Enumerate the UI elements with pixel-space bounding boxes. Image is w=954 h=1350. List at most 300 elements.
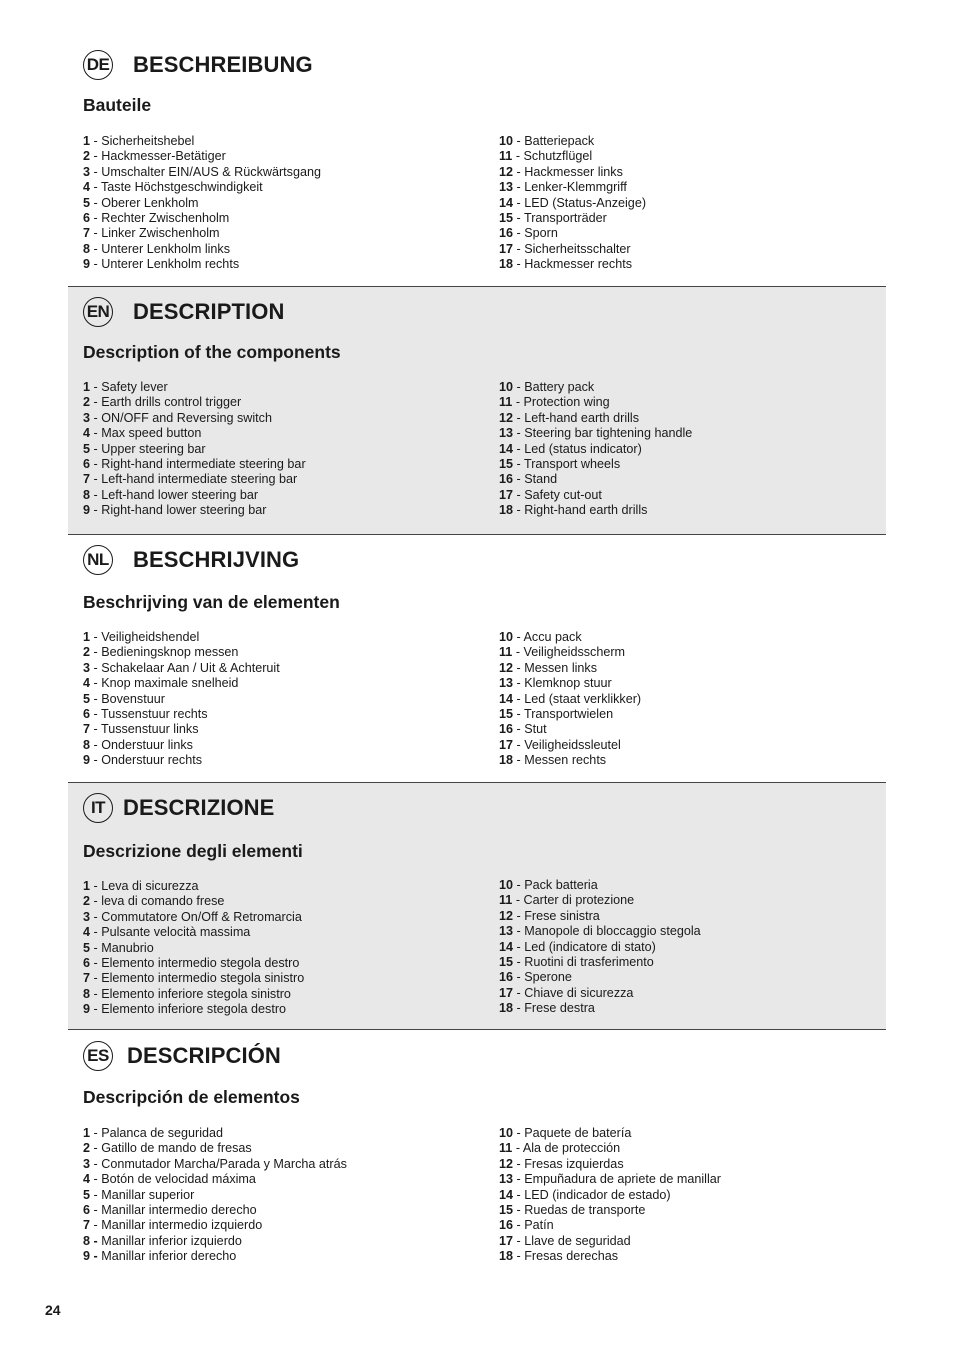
item-number: 12 bbox=[499, 410, 514, 425]
item-separator: - bbox=[90, 1156, 102, 1171]
item-number: 15 bbox=[499, 457, 514, 472]
list-item bbox=[83, 925, 304, 940]
item-number: 8 - bbox=[83, 1233, 98, 1248]
item-number: 10 bbox=[499, 878, 514, 892]
item-separator: - bbox=[513, 1172, 525, 1187]
item-number: 14 bbox=[499, 1187, 514, 1202]
section-subtitle: Descrizione degli elementi bbox=[83, 841, 303, 861]
parts-list-left bbox=[83, 1126, 347, 1265]
section-title: DESCRIPCIÓN bbox=[127, 1043, 281, 1068]
section-en bbox=[68, 286, 886, 535]
item-separator: - bbox=[90, 707, 101, 722]
item-number: 2 bbox=[83, 645, 91, 660]
item-label: Chiave di sicurezza bbox=[524, 985, 634, 1000]
item-number: 3 bbox=[83, 410, 91, 425]
page-number: 24 bbox=[45, 1302, 61, 1318]
item-separator: - bbox=[90, 134, 102, 148]
item-label: Knop maximale snelheid bbox=[101, 676, 239, 691]
list-item bbox=[499, 149, 646, 164]
list-item bbox=[83, 457, 306, 472]
item-number: 6 bbox=[83, 457, 91, 472]
item-label: Transport wheels bbox=[523, 457, 621, 472]
item-separator: - bbox=[90, 986, 102, 1001]
item-label: Ruedas de transporte bbox=[524, 1203, 646, 1218]
list-item bbox=[83, 226, 321, 241]
item-number: 15 bbox=[499, 707, 514, 722]
list-item bbox=[83, 645, 280, 660]
list-item bbox=[83, 1188, 347, 1203]
item-separator: - bbox=[90, 472, 102, 487]
item-separator: - bbox=[90, 457, 102, 472]
item-separator: - bbox=[90, 1172, 102, 1187]
item-label: Fresas izquierdas bbox=[524, 1156, 624, 1171]
item-number: 8 bbox=[83, 986, 91, 1001]
item-separator: - bbox=[90, 380, 102, 394]
list-item bbox=[499, 226, 646, 241]
list-item bbox=[499, 442, 692, 457]
list-item bbox=[83, 1172, 347, 1187]
list-item bbox=[499, 380, 692, 395]
language-badge: ES bbox=[83, 1041, 113, 1071]
item-label: Stut bbox=[524, 722, 547, 737]
list-item bbox=[499, 1218, 721, 1233]
item-label: Transportwielen bbox=[523, 707, 614, 722]
item-separator: - bbox=[512, 1141, 523, 1156]
item-label: Elemento inferiore stegola sinistro bbox=[101, 986, 291, 1001]
section-header bbox=[83, 48, 313, 82]
list-item bbox=[83, 242, 321, 257]
item-separator: - bbox=[513, 722, 525, 737]
list-item bbox=[83, 738, 280, 753]
item-separator: - bbox=[90, 410, 102, 425]
item-label: Accu pack bbox=[523, 630, 582, 644]
item-number: 1 bbox=[83, 380, 91, 394]
item-number: 5 bbox=[83, 1187, 91, 1202]
list-item bbox=[499, 180, 646, 195]
item-label: Upper steering bar bbox=[101, 441, 206, 456]
list-item bbox=[499, 257, 646, 272]
item-label: ON/OFF and Reversing switch bbox=[101, 410, 272, 425]
item-number: 11 bbox=[499, 395, 513, 410]
item-number: 14 bbox=[499, 939, 514, 954]
language-badge: EN bbox=[83, 297, 113, 327]
item-separator: - bbox=[512, 645, 524, 660]
item-label: Manillar superior bbox=[101, 1187, 195, 1202]
item-number: 7 bbox=[83, 472, 91, 487]
list-item bbox=[83, 395, 306, 410]
item-number: 16 bbox=[499, 226, 514, 241]
list-item bbox=[83, 1234, 347, 1249]
section-it bbox=[68, 782, 886, 1030]
item-label: Paquete de batería bbox=[524, 1126, 632, 1140]
list-item bbox=[499, 395, 692, 410]
parts-list-right bbox=[499, 630, 641, 769]
section-es bbox=[68, 1030, 886, 1270]
list-item bbox=[499, 242, 646, 257]
list-item bbox=[83, 971, 304, 986]
section-title: DESCRIZIONE bbox=[123, 795, 275, 820]
list-item bbox=[83, 676, 280, 691]
item-separator: - bbox=[513, 380, 525, 394]
item-separator: - bbox=[90, 722, 101, 737]
item-number: 13 bbox=[499, 1172, 514, 1187]
item-separator: - bbox=[90, 1187, 102, 1202]
section-header bbox=[83, 791, 274, 825]
language-badge: IT bbox=[83, 793, 113, 823]
list-item bbox=[499, 630, 641, 645]
list-item bbox=[499, 924, 701, 939]
item-number: 4 bbox=[83, 676, 91, 691]
item-number: 9 bbox=[83, 753, 91, 768]
item-label: Transporträder bbox=[523, 211, 607, 226]
list-item bbox=[499, 457, 692, 472]
item-label: Pack batteria bbox=[524, 878, 598, 892]
item-number: 5 bbox=[83, 940, 91, 955]
item-separator: - bbox=[513, 211, 524, 226]
list-item bbox=[83, 630, 280, 645]
item-separator: - bbox=[90, 1218, 102, 1233]
list-item bbox=[499, 1203, 721, 1218]
list-item bbox=[83, 692, 280, 707]
item-label: Stand bbox=[524, 472, 558, 487]
item-number: 2 bbox=[83, 1141, 91, 1156]
item-number: 3 bbox=[83, 1156, 91, 1171]
item-separator: - bbox=[513, 676, 525, 691]
item-separator: - bbox=[90, 1002, 102, 1017]
item-number: 1 bbox=[83, 879, 91, 893]
item-separator: - bbox=[513, 970, 525, 985]
list-item bbox=[83, 180, 321, 195]
item-number: 12 bbox=[499, 164, 514, 179]
item-number: 18 bbox=[499, 257, 514, 272]
item-separator: - bbox=[513, 878, 525, 892]
section-de bbox=[68, 44, 886, 286]
list-item bbox=[83, 442, 306, 457]
item-label: Hackmesser-Betätiger bbox=[101, 149, 226, 164]
item-separator: - bbox=[90, 956, 102, 971]
item-label: Elemento intermedio stegola destro bbox=[101, 956, 300, 971]
item-separator: - bbox=[90, 503, 102, 518]
item-number: 17 bbox=[499, 737, 514, 752]
item-label: Empuñadura de apriete de manillar bbox=[524, 1172, 721, 1187]
item-separator: - bbox=[90, 226, 102, 241]
item-separator: - bbox=[90, 195, 102, 210]
item-label: Veiligheidsscherm bbox=[523, 645, 626, 660]
item-separator: - bbox=[90, 211, 102, 226]
list-item bbox=[499, 1001, 701, 1016]
item-separator: - bbox=[90, 737, 102, 752]
item-separator: - bbox=[513, 195, 525, 210]
item-label: Manillar intermedio derecho bbox=[101, 1203, 257, 1218]
list-item bbox=[83, 1157, 347, 1172]
item-label: Veiligheidssleutel bbox=[524, 737, 621, 752]
item-label: Right-hand lower steering bar bbox=[101, 503, 267, 518]
item-separator: - bbox=[513, 939, 525, 954]
item-separator: - bbox=[513, 985, 525, 1000]
item-number: 8 bbox=[83, 487, 91, 502]
item-separator: - bbox=[513, 241, 525, 256]
item-number: 10 bbox=[499, 1126, 514, 1140]
section-title: BESCHREIBUNG bbox=[133, 52, 313, 77]
list-item bbox=[499, 955, 701, 970]
item-label: Manubrio bbox=[101, 940, 154, 955]
item-label: Botón de velocidad máxima bbox=[101, 1172, 256, 1187]
item-separator: - bbox=[513, 908, 525, 923]
item-label: Sicherheitsschalter bbox=[524, 241, 631, 256]
list-item bbox=[83, 987, 304, 1002]
item-label: Sperone bbox=[524, 970, 572, 985]
item-label: Carter di protezione bbox=[523, 893, 635, 908]
list-item bbox=[83, 956, 304, 971]
item-separator: - bbox=[90, 940, 102, 955]
item-label: Batteriepack bbox=[524, 134, 595, 148]
item-label: Safety lever bbox=[101, 380, 168, 394]
item-label: Veiligheidshendel bbox=[101, 630, 200, 644]
item-label: Left-hand earth drills bbox=[524, 410, 640, 425]
list-item bbox=[83, 1218, 347, 1233]
item-separator: - bbox=[90, 441, 102, 456]
item-label: Sporn bbox=[524, 226, 558, 241]
item-number: 13 bbox=[499, 426, 514, 441]
item-separator: - bbox=[513, 257, 525, 272]
item-number: 3 bbox=[83, 909, 91, 924]
item-number: 1 bbox=[83, 630, 91, 644]
item-label: Sicherheitshebel bbox=[101, 134, 195, 148]
item-label: LED (indicador de estado) bbox=[524, 1187, 671, 1202]
list-item bbox=[83, 165, 321, 180]
item-number: 14 bbox=[499, 441, 514, 456]
list-item bbox=[83, 1126, 347, 1141]
item-label: Steering bar tightening handle bbox=[524, 426, 693, 441]
item-separator: - bbox=[513, 1187, 525, 1202]
item-number: 14 bbox=[499, 195, 514, 210]
item-separator: - bbox=[90, 1126, 102, 1140]
item-separator: - bbox=[90, 395, 102, 410]
item-label: Lenker-Klemmgriff bbox=[524, 180, 627, 195]
list-item bbox=[83, 910, 304, 925]
item-number: 5 bbox=[83, 441, 91, 456]
item-label: Conmutador Marcha/Parada y Marcha atrás bbox=[101, 1156, 347, 1171]
item-separator: - bbox=[90, 180, 101, 195]
item-label: Manopole di bloccaggio stegola bbox=[524, 924, 701, 939]
item-label: Tussenstuur rechts bbox=[100, 707, 208, 722]
parts-list-right bbox=[499, 134, 646, 273]
item-label: Max speed button bbox=[101, 426, 202, 441]
item-number: 16 bbox=[499, 1218, 514, 1233]
item-number: 1 bbox=[83, 1126, 91, 1140]
item-separator: - bbox=[513, 1218, 525, 1233]
parts-list-left bbox=[83, 630, 280, 769]
item-label: Left-hand intermediate steering bar bbox=[101, 472, 298, 487]
list-item bbox=[499, 1172, 721, 1187]
item-number: 9 bbox=[83, 257, 91, 272]
item-separator: - bbox=[90, 149, 102, 164]
item-number: 15 bbox=[499, 955, 514, 970]
item-number: 9 bbox=[83, 1002, 91, 1017]
item-separator: - bbox=[513, 1203, 525, 1218]
list-item bbox=[83, 941, 304, 956]
item-number: 11 bbox=[499, 645, 513, 660]
list-item bbox=[499, 165, 646, 180]
item-number: 4 bbox=[83, 426, 91, 441]
item-number: 3 bbox=[83, 164, 91, 179]
item-number: 6 bbox=[83, 1203, 91, 1218]
list-item bbox=[499, 1126, 721, 1141]
list-item bbox=[83, 707, 280, 722]
list-item bbox=[83, 1249, 347, 1264]
list-item bbox=[499, 878, 701, 893]
item-label: Hackmesser rechts bbox=[524, 257, 632, 272]
parts-list-right bbox=[499, 878, 701, 1017]
item-number: 18 bbox=[499, 1249, 514, 1264]
item-number: 12 bbox=[499, 660, 514, 675]
item-label: Ruotini di trasferimento bbox=[524, 955, 654, 970]
item-number: 16 bbox=[499, 722, 514, 737]
item-label: Frese sinistra bbox=[524, 908, 600, 923]
list-item bbox=[499, 940, 701, 955]
item-number: 10 bbox=[499, 630, 514, 644]
item-separator: - bbox=[513, 426, 525, 441]
list-item bbox=[499, 411, 692, 426]
list-item bbox=[499, 707, 641, 722]
item-number: 6 bbox=[83, 956, 91, 971]
item-separator: - bbox=[90, 487, 102, 502]
section-title: BESCHRIJVING bbox=[133, 547, 300, 572]
item-label: Schutzflügel bbox=[523, 149, 593, 164]
list-item bbox=[83, 426, 306, 441]
item-label: LED (Status-Anzeige) bbox=[524, 195, 647, 210]
list-item bbox=[499, 472, 692, 487]
item-label: Battery pack bbox=[524, 380, 595, 394]
item-label: Leva di sicurezza bbox=[101, 879, 199, 893]
item-separator: - bbox=[90, 691, 102, 706]
item-separator: - bbox=[513, 410, 525, 425]
list-item bbox=[499, 1188, 721, 1203]
item-label: Ala de protección bbox=[522, 1141, 621, 1156]
list-item bbox=[83, 134, 321, 149]
list-item bbox=[499, 1234, 721, 1249]
parts-list-right bbox=[499, 380, 692, 519]
item-label: Protection wing bbox=[523, 395, 610, 410]
item-separator: - bbox=[513, 660, 525, 675]
list-item bbox=[83, 894, 304, 909]
item-separator: - bbox=[513, 472, 525, 487]
item-label: Oberer Lenkholm bbox=[101, 195, 199, 210]
item-number: 9 - bbox=[83, 1249, 98, 1264]
section-header bbox=[83, 1039, 281, 1073]
item-number: 17 bbox=[499, 241, 514, 256]
item-separator: - bbox=[513, 691, 525, 706]
list-item bbox=[83, 257, 321, 272]
item-label: Onderstuur rechts bbox=[101, 753, 203, 768]
item-label: Hackmesser links bbox=[524, 164, 623, 179]
item-number: 13 bbox=[499, 676, 514, 691]
item-label: Pulsante velocità massima bbox=[101, 925, 251, 940]
list-item bbox=[499, 661, 641, 676]
item-label: Messen links bbox=[524, 660, 598, 675]
list-item bbox=[83, 879, 304, 894]
list-item bbox=[499, 503, 692, 518]
item-label: Fresas derechas bbox=[524, 1249, 619, 1264]
item-label: Earth drills control trigger bbox=[101, 395, 242, 410]
item-number: 18 bbox=[499, 503, 514, 518]
item-number: 6 bbox=[83, 707, 91, 722]
item-label: Bovenstuur bbox=[101, 691, 165, 706]
item-number: 7 bbox=[83, 226, 91, 241]
list-item bbox=[499, 676, 641, 691]
item-separator: - bbox=[513, 487, 525, 502]
item-separator: - bbox=[90, 630, 102, 644]
item-label: Tussenstuur links bbox=[100, 722, 199, 737]
item-number: 7 bbox=[83, 1218, 91, 1233]
item-separator: - bbox=[513, 630, 524, 644]
item-separator: - bbox=[90, 879, 102, 893]
item-separator: - bbox=[90, 241, 102, 256]
item-separator: - bbox=[512, 149, 524, 164]
section-subtitle: Beschrijving van de elementen bbox=[83, 592, 340, 612]
list-item bbox=[83, 753, 280, 768]
item-label: Schakelaar Aan / Uit & Achteruit bbox=[101, 660, 280, 675]
item-number: 5 bbox=[83, 691, 91, 706]
item-separator: - bbox=[512, 893, 524, 908]
item-separator: - bbox=[90, 426, 102, 441]
item-number: 2 bbox=[83, 894, 91, 909]
item-number: 16 bbox=[499, 970, 514, 985]
parts-list-left bbox=[83, 879, 304, 1018]
item-number: 17 bbox=[499, 985, 514, 1000]
item-number: 7 bbox=[83, 722, 91, 737]
item-separator: - bbox=[90, 1203, 102, 1218]
item-separator: - bbox=[513, 737, 525, 752]
section-subtitle: Descripción de elementos bbox=[83, 1087, 300, 1107]
item-number: 13 bbox=[499, 180, 514, 195]
item-separator: - bbox=[90, 971, 102, 986]
item-separator: - bbox=[513, 1001, 525, 1016]
item-label: Unterer Lenkholm rechts bbox=[101, 257, 240, 272]
item-separator: - bbox=[90, 753, 102, 768]
list-item bbox=[499, 753, 641, 768]
list-item bbox=[499, 909, 701, 924]
list-item bbox=[83, 1203, 347, 1218]
item-separator: - bbox=[513, 441, 525, 456]
item-label: Elemento intermedio stegola sinistro bbox=[101, 971, 305, 986]
item-number: 6 bbox=[83, 211, 91, 226]
section-header bbox=[83, 543, 299, 577]
item-number: 16 bbox=[499, 472, 514, 487]
item-separator: - bbox=[90, 660, 102, 675]
item-separator: - bbox=[90, 676, 102, 691]
list-item bbox=[83, 722, 280, 737]
item-label: Palanca de seguridad bbox=[101, 1126, 224, 1140]
item-number: 4 bbox=[83, 925, 91, 940]
item-number: 17 bbox=[499, 487, 514, 502]
item-label: Manillar inferior derecho bbox=[101, 1249, 237, 1264]
list-item bbox=[499, 196, 646, 211]
item-label: Gatillo de mando de fresas bbox=[101, 1141, 252, 1156]
list-item bbox=[83, 661, 280, 676]
item-number: 7 bbox=[83, 971, 91, 986]
list-item bbox=[83, 1141, 347, 1156]
section-subtitle: Bauteile bbox=[83, 95, 152, 115]
list-item bbox=[499, 970, 701, 985]
list-item bbox=[499, 893, 701, 908]
item-separator: - bbox=[513, 1126, 525, 1140]
item-separator: - bbox=[513, 1233, 525, 1248]
item-separator: - bbox=[513, 955, 525, 970]
list-item bbox=[499, 722, 641, 737]
item-separator: - bbox=[513, 1249, 525, 1264]
item-number: 15 bbox=[499, 1203, 514, 1218]
